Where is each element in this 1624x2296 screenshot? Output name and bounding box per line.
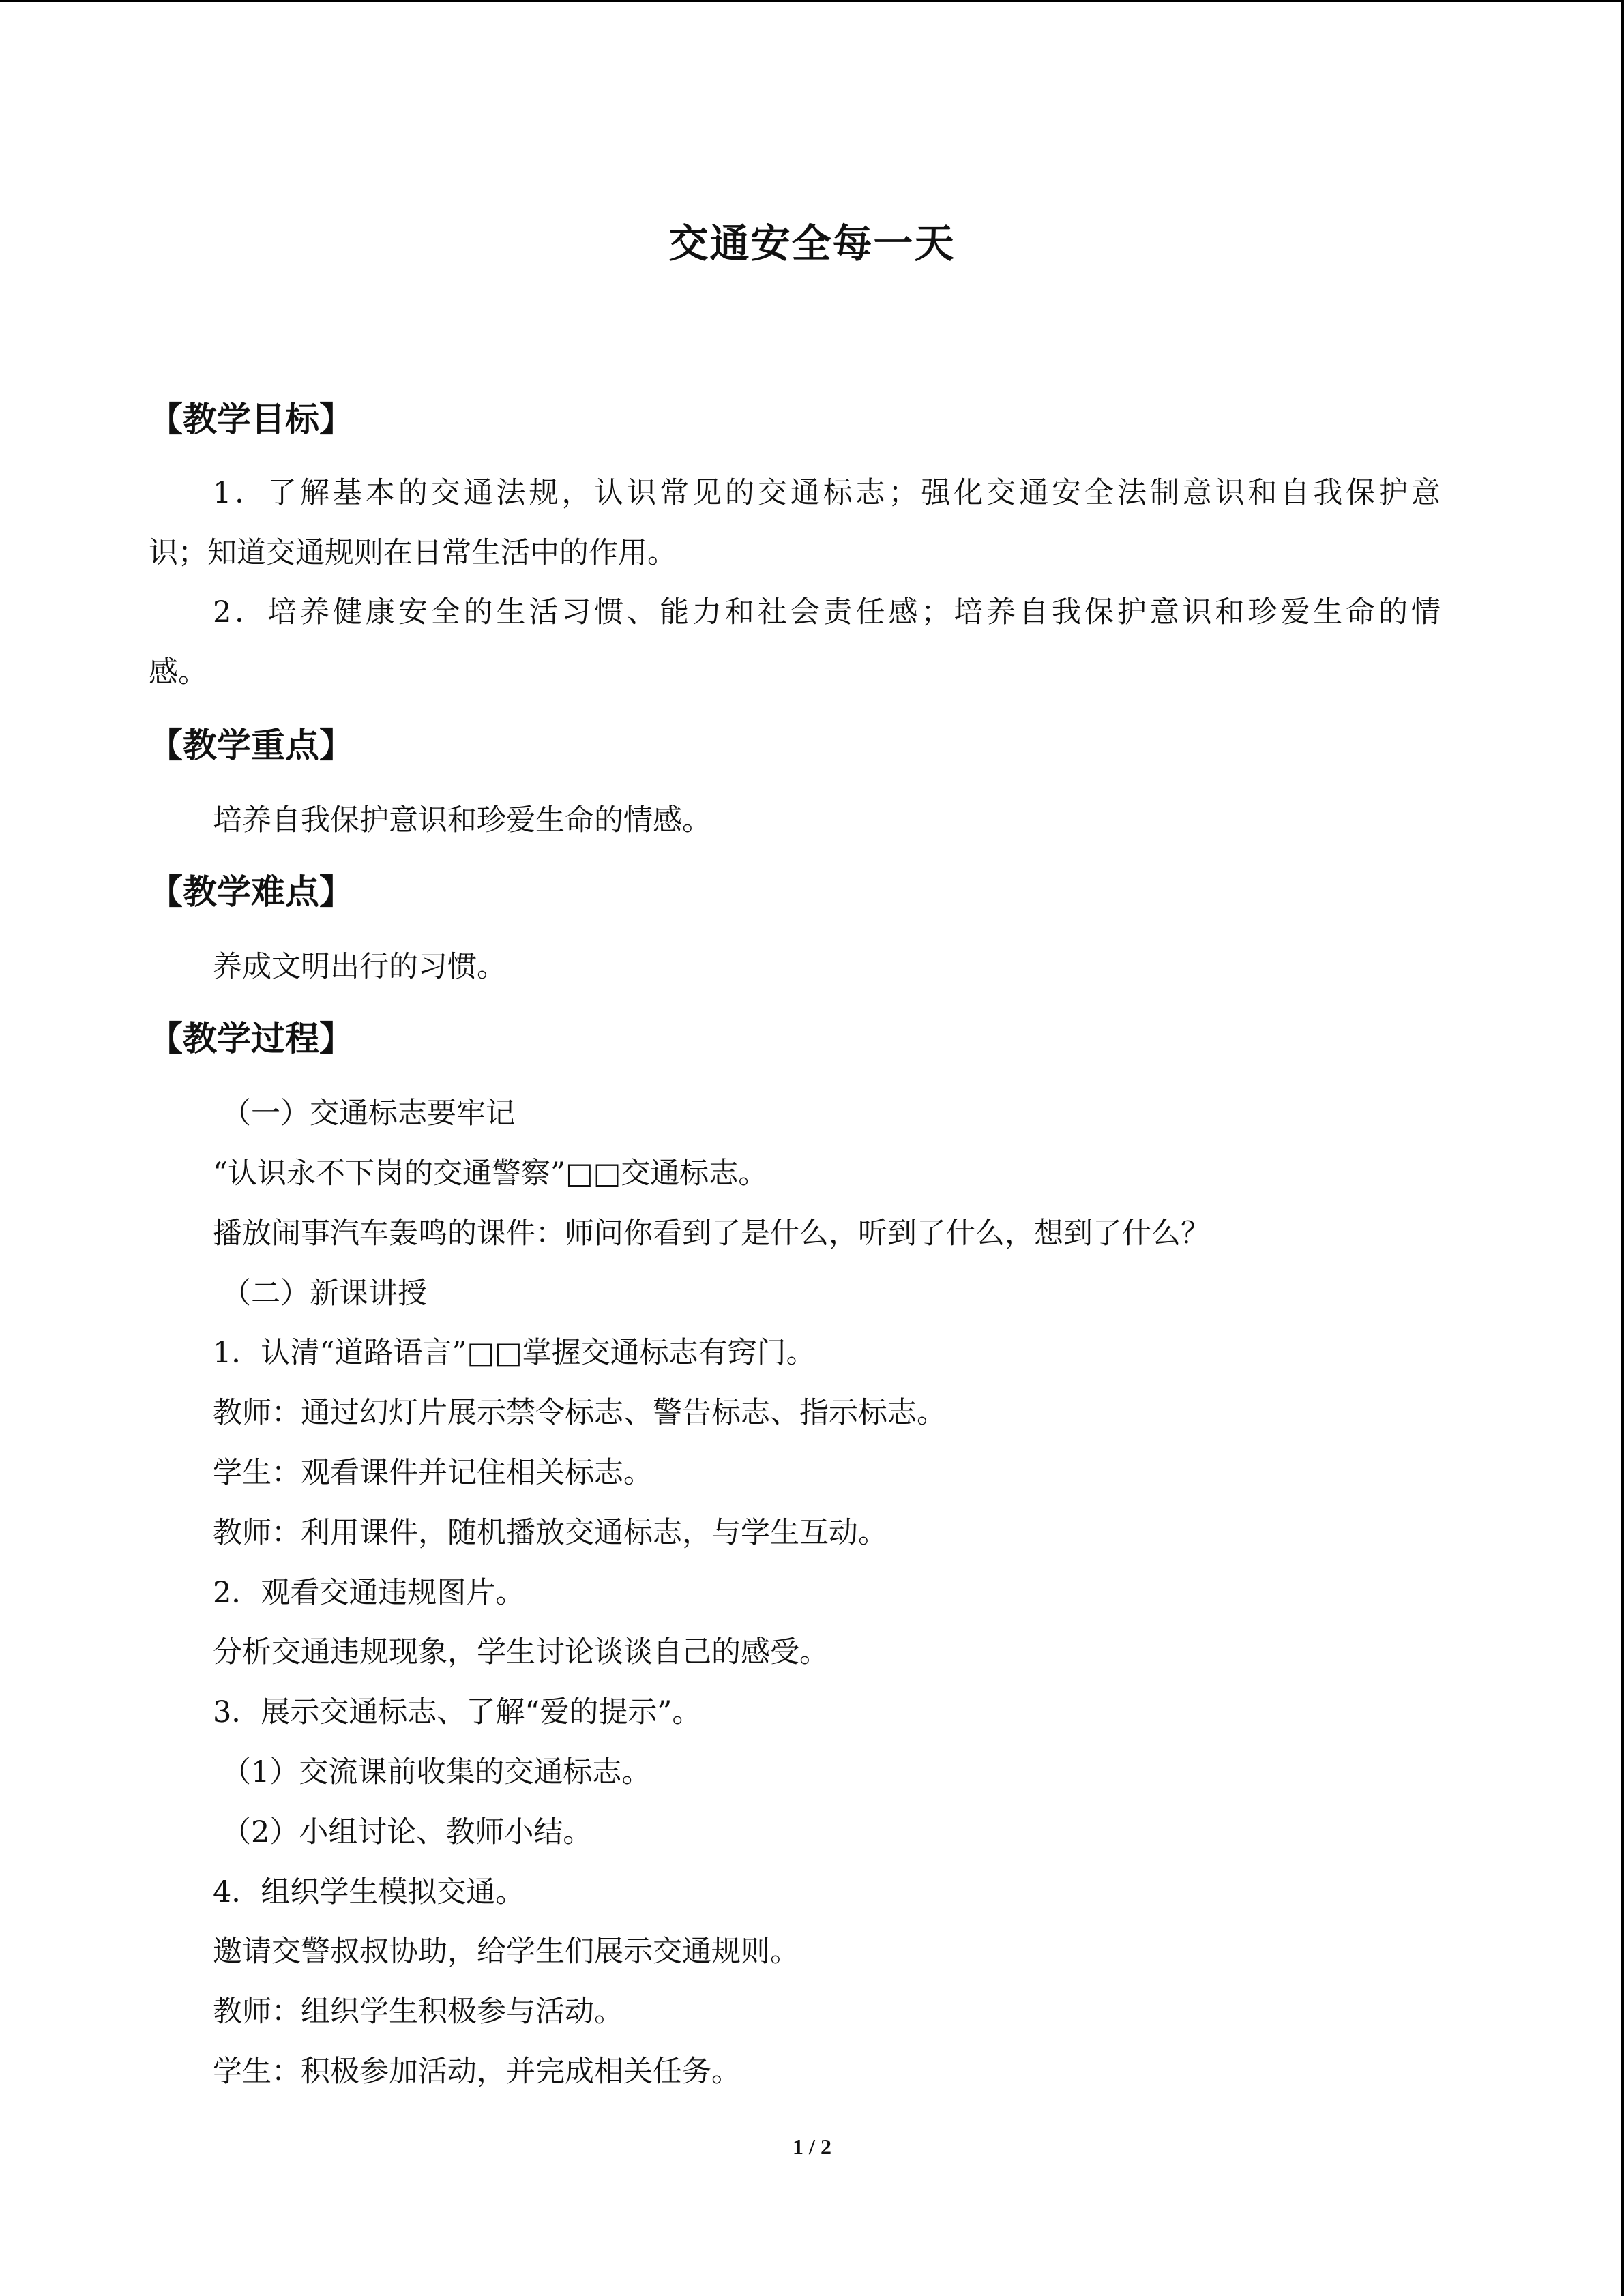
process-line: 播放闹事汽车轰鸣的课件：师问你看到了是什么，听到了什么，想到了什么？ xyxy=(213,1217,1210,1251)
process-line: 分析交通违规现象，学生讨论谈谈自己的感受。 xyxy=(213,1635,829,1669)
difficulties-text: 养成文明出行的习惯。 xyxy=(213,950,506,984)
process-line: 邀请交警叔叔协助，给学生们展示交通规则。 xyxy=(213,1935,799,1969)
process-line: “认识永不下岗的交通警察”□□交通标志。 xyxy=(213,1157,768,1191)
section-heading-key-points: 【教学重点】 xyxy=(149,726,353,765)
right-border-line xyxy=(1621,0,1624,2296)
page-number: 1 / 2 xyxy=(793,2134,831,2159)
process-line: 3．展示交通标志、了解“爱的提示”。 xyxy=(213,1695,702,1729)
process-line: 学生：积极参加活动，并完成相关任务。 xyxy=(213,2055,741,2089)
process-line: （一）交通标志要牢记 xyxy=(222,1097,515,1131)
process-line: 教师：组织学生积极参与活动。 xyxy=(213,1995,623,2029)
process-line: 教师：通过幻灯片展示禁令标志、警告标志、指示标志。 xyxy=(213,1396,946,1430)
process-line: 学生：观看课件并记住相关标志。 xyxy=(213,1456,653,1490)
process-line: （2）小组讨论、教师小结。 xyxy=(222,1815,593,1849)
objective-1-line-1: 1．了解基本的交通法规，认识常见的交通标志；强化交通安全法制意识和自我保护意 xyxy=(213,476,1441,510)
process-line: 2．观看交通违规图片。 xyxy=(213,1576,525,1610)
process-line: 1．认清“道路语言”□□掌握交通标志有窍门。 xyxy=(213,1336,816,1370)
objective-1-line-2: 识；知道交通规则在日常生活中的作用。 xyxy=(149,536,677,570)
objective-2-line-2: 感。 xyxy=(149,655,207,689)
process-line: （二）新课讲授 xyxy=(222,1277,427,1311)
process-line: 4．组织学生模拟交通。 xyxy=(213,1875,525,1909)
document-title: 交通安全每一天 xyxy=(668,220,956,267)
top-border-line xyxy=(0,0,1624,2)
process-line: （1）交流课前收集的交通标志。 xyxy=(222,1755,651,1789)
process-line: 教师：利用课件，随机播放交通标志，与学生互动。 xyxy=(213,1516,887,1550)
section-heading-objectives: 【教学目标】 xyxy=(149,400,353,439)
section-heading-difficulties: 【教学难点】 xyxy=(149,872,353,912)
key-points-text: 培养自我保护意识和珍爱生命的情感。 xyxy=(213,803,711,837)
section-heading-process: 【教学过程】 xyxy=(149,1019,353,1058)
objective-2-line-1: 2．培养健康安全的生活习惯、能力和社会责任感；培养自我保护意识和珍爱生命的情 xyxy=(213,595,1441,629)
